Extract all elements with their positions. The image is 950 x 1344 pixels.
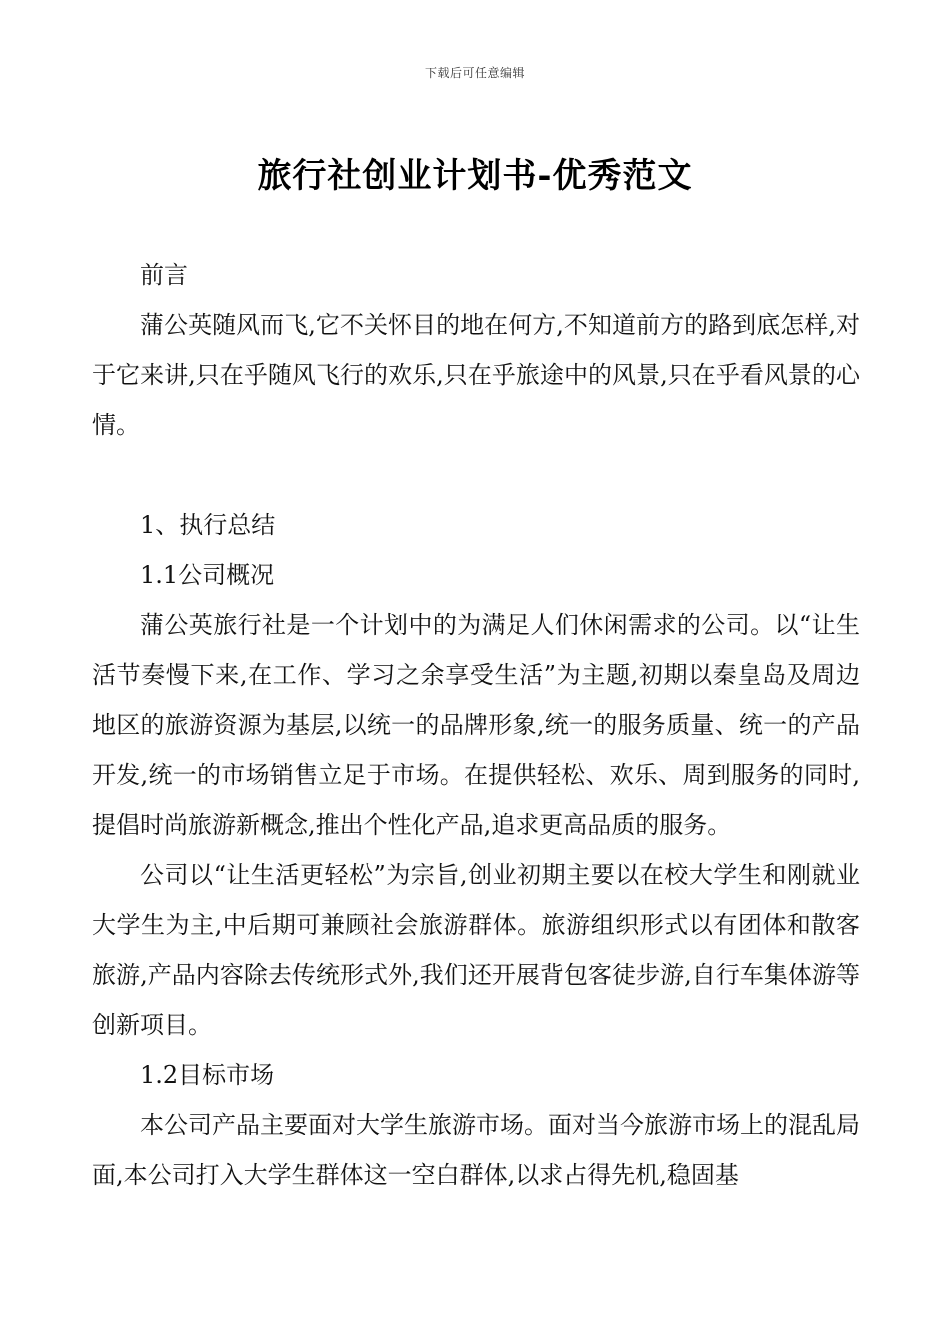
preface-paragraph: 蒲公英随风而飞,它不关怀目的地在何方,不知道前方的路到底怎样,对于它来讲,只在乎随风飞行的欢乐,只在乎旅途中的风景,只在乎看风景的心情。 [92, 311, 860, 439]
section-1-1-paragraph-2: 公司以“让生活更轻松”为宗旨,创业初期主要以在校大学生和刚就业大学生为主,中后期可兼顾社会旅游群体。旅游组织形式以有团体和散客旅游,产品内容除去传统形式外,我们还开展背包客徒步游,自行车集体游等创新项目。 [92, 861, 860, 1039]
section-1-1-heading: 1.1公司概况 [140, 561, 275, 589]
section-1-2-paragraph: 本公司产品主要面对大学生旅游市场。面对当今旅游市场上的混乱局面,本公司打入大学生群体这一空白群体,以求占得先机,稳固基 [92, 1111, 860, 1189]
document-body [92, 250, 860, 1200]
document-title: 旅行社创业计划书-优秀范文 [257, 156, 693, 196]
preface-heading: 前言 [140, 261, 188, 289]
header-note: 下载后可任意编辑 [424, 66, 525, 80]
section-1-1-paragraph-1: 蒲公英旅行社是一个计划中的为满足人们休闲需求的公司。以“让生活节奏慢下来,在工作、学习之余享受生活”为主题,初期以秦皇岛及周边地区的旅游资源为基层,以统一的品牌形象,统一的服务质量、统一的产品开发,统一的市场销售立足于市场。在提供轻松、欢乐、周到服务的同时,提倡时尚旅游新概念,推出个性化产品,追求更高品质的服务。 [92, 611, 860, 839]
section-1-2-heading: 1.2目标市场 [140, 1061, 275, 1089]
paragraph-gap [92, 450, 860, 500]
section-1-heading: 1、执行总结 [140, 511, 276, 539]
